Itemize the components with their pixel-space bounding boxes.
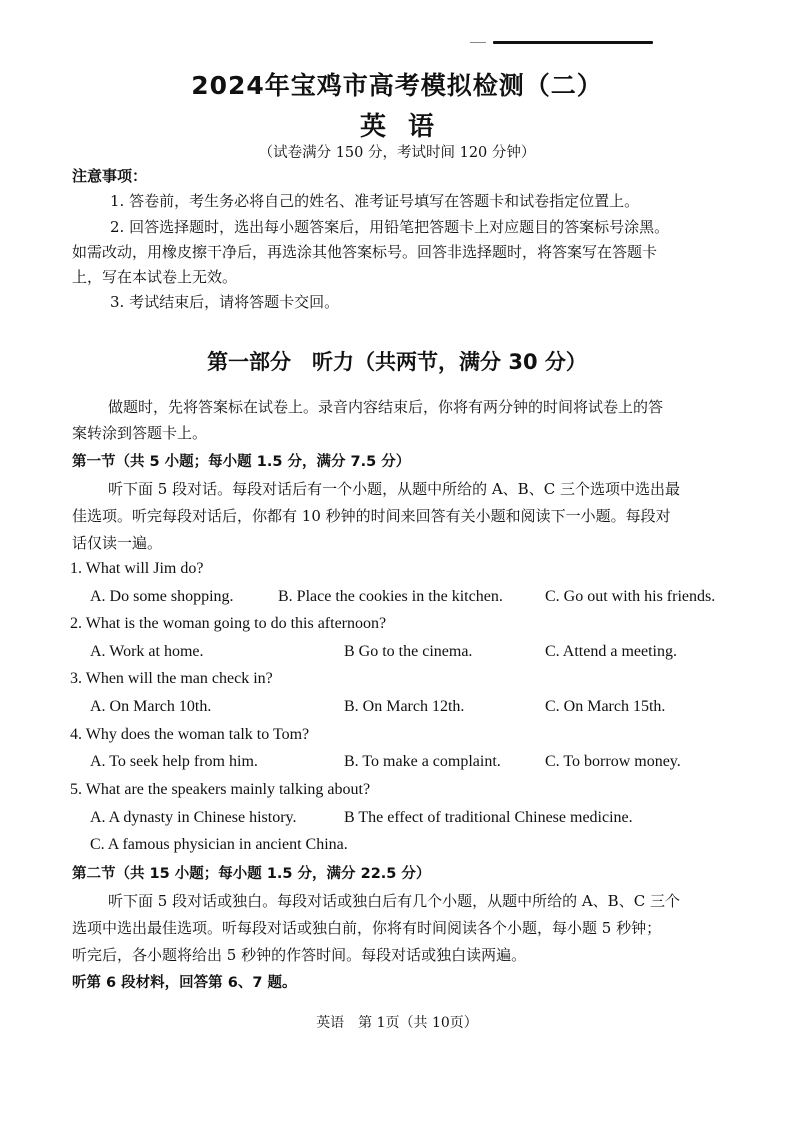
question-1-option-a: A. Do some shopping. <box>90 588 234 605</box>
question-3-option-b: B. On March 12th. <box>344 698 465 715</box>
note-line-3: 如需改动，用橡皮擦干净后，再选涂其他答案标号。回答非选择题时，将答案写在答题卡 <box>72 243 658 261</box>
part1-heading: 第一部分 听力（共两节，满分 30 分） <box>207 350 587 374</box>
notes-label: 注意事项： <box>72 167 148 185</box>
question-5-stem: 5. What are the speakers mainly talking about? <box>70 781 371 798</box>
part1-intro-2: 案转涂到答题卡上。 <box>72 424 208 442</box>
question-4-option-c: C. To borrow money. <box>545 753 681 770</box>
section1-line-2: 佳选项。听完每段对话后，你都有 10 秒钟的时间来回答有关小题和阅读下一小题。每段对 <box>72 507 671 525</box>
top-rule <box>493 41 653 44</box>
question-1-stem: 1. What will Jim do? <box>70 560 204 577</box>
exam-subject: 英语 <box>359 112 456 142</box>
question-4-stem: 4. Why does the woman talk to Tom? <box>70 726 310 743</box>
section2-instruction: 听第 6 段材料，回答第 6、7 题。 <box>72 975 297 991</box>
question-2-stem: 2. What is the woman going to do this afternoon? <box>70 615 387 632</box>
section1-title: 第一节（共 5 小题；每小题 1.5 分，满分 7.5 分） <box>72 454 411 470</box>
note-line-2: 2. 回答选择题时，选出每小题答案后，用铅笔把答题卡上对应题目的答案标号涂黑。 <box>110 218 670 236</box>
note-line-1: 1. 答卷前，考生务必将自己的姓名、准考证号填写在答题卡和试卷指定位置上。 <box>110 192 640 210</box>
page-footer: 英语 第 1页（共 10页） <box>316 1015 478 1031</box>
section1-line-1: 听下面 5 段对话。每段对话后有一个小题，从题中所给的 A、B、C 三个选项中选出最 <box>108 480 680 498</box>
part1-intro-1: 做题时，先将答案标在试卷上。录音内容结束后，你将有两分钟的时间将试卷上的答 <box>108 398 664 416</box>
question-4-option-b: B. To make a complaint. <box>344 753 501 770</box>
question-1-option-c: C. Go out with his friends. <box>545 588 716 605</box>
question-3-stem: 3. When will the man check in? <box>70 670 273 687</box>
section2-line-3: 听完后，各小题将给出 5 秒钟的作答时间。每段对话或独白读两遍。 <box>72 946 527 964</box>
section1-line-3: 话仅读一遍。 <box>72 534 163 552</box>
note-line-4: 上，写在本试卷上无效。 <box>72 268 238 286</box>
exam-meta: （试卷满分 150 分，考试时间 120 分钟） <box>258 145 536 161</box>
question-3-option-c: C. On March 15th. <box>545 698 666 715</box>
question-1-option-b: B. Place the cookies in the kitchen. <box>278 588 503 605</box>
question-5-option-a: A. A dynasty in Chinese history. <box>90 809 297 826</box>
section2-line-1: 听下面 5 段对话或独白。每段对话或独白后有几个小题，从题中所给的 A、B、C 三个 <box>108 892 680 910</box>
section2-title: 第二节（共 15 小题；每小题 1.5 分，满分 22.5 分） <box>72 866 431 882</box>
section2-line-2: 选项中选出最佳选项。听每段对话或独白前，你将有时间阅读各个小题，每小题 5 秒钟； <box>72 919 662 937</box>
question-3-option-a: A. On March 10th. <box>90 698 212 715</box>
question-5-option-c: C. A famous physician in ancient China. <box>90 836 348 853</box>
note-line-5: 3. 考试结束后，请将答题卡交回。 <box>110 293 340 311</box>
question-2-option-c: C. Attend a meeting. <box>545 643 677 660</box>
question-5-option-b: B The effect of traditional Chinese medicine. <box>344 809 633 826</box>
question-2-option-a: A. Work at home. <box>90 643 204 660</box>
top-dash-mark <box>470 42 486 43</box>
exam-title: 2024年宝鸡市高考模拟检测（二） <box>191 71 603 100</box>
question-4-option-a: A. To seek help from him. <box>90 753 258 770</box>
question-2-option-b: B Go to the cinema. <box>344 643 473 660</box>
